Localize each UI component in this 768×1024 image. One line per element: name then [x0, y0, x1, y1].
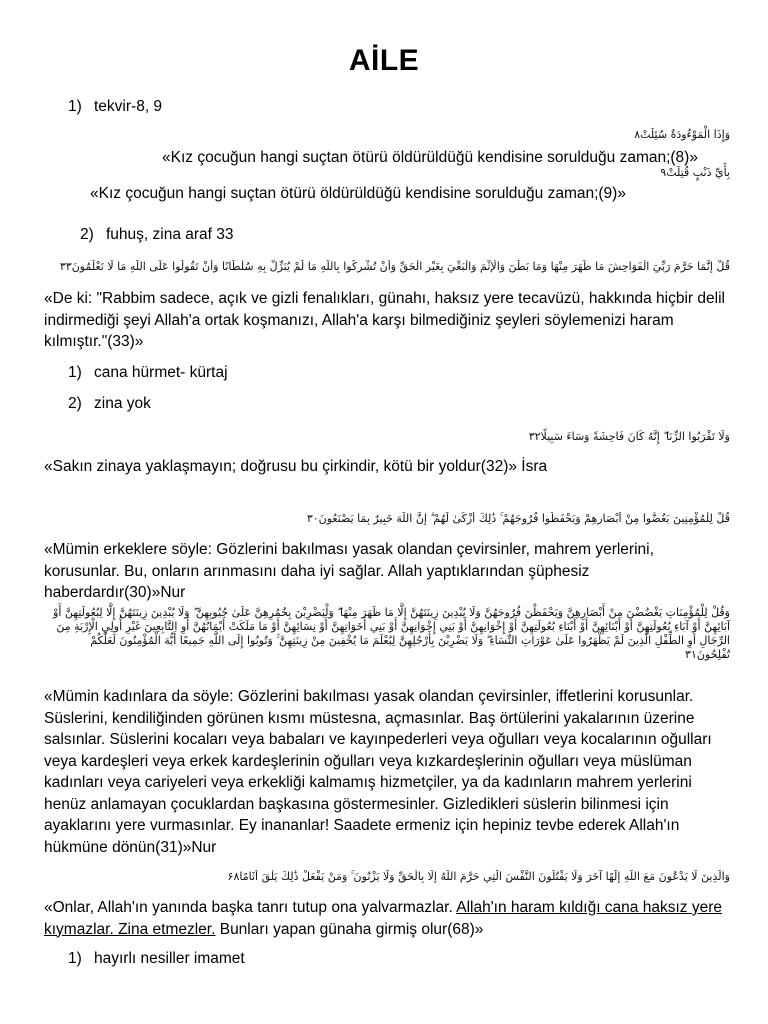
translation-paragraph: «Sakın zinaya yaklaşmayın; doğrusu bu çirkindir, kötü bir yoldur(32)» İsra: [44, 458, 548, 475]
translation-text: «Onlar, Allah'ın yanında başka tanrı tutup ona yalvarmazlar.: [44, 899, 457, 916]
list-text: cana hürmet- kürtaj: [94, 364, 228, 381]
list-text: hayırlı nesiller imamet: [94, 950, 245, 967]
list-number: 2): [68, 395, 82, 412]
list-number: 1): [68, 364, 82, 381]
list-item: [80, 226, 234, 244]
arabic-verse: وَالَّذِينَ لَا يَدْعُونَ مَعَ اللَّهِ إِلَٰهًا آخَرَ وَلَا يَقْتُلُونَ النَّفْسَ الَّتِي حَرَّمَ اللَّهُ إِلَّا بِالْحَقِّ وَلَا يَزْنُونَ ۚ وَمَنْ يَفْعَلْ ذَٰلِكَ يَلْقَ أَثَامًا۶۸: [227, 870, 730, 883]
underlined-text: Allah'ın haram kıldığı cana haksız yere kıymazlar. Zina etmezler.: [44, 899, 722, 938]
arabic-verse: وَقُلْ لِلْمُؤْمِنَاتِ يَغْضُضْنَ مِنْ أَبْصَارِهِنَّ وَيَحْفَظْنَ فُرُوجَهُنَّ وَلَا يُبْدِينَ زِينَتَهُنَّ إِلَّا مَا ظَهَرَ مِنْهَا ۖ وَلْيَضْرِبْنَ بِخُمُرِهِنَّ عَلَىٰ جُيُوبِهِنَّ ۖ وَلَا يُبْدِينَ زِينَتَهُنَّ إِلَّا لِبُعُولَتِهِنَّ أَوْ آبَائِهِنَّ أَوْ آبَاءِ بُعُولَتِهِنَّ أَوْ أَبْنَائِهِنَّ أَوْ أَبْنَاءِ بُعُولَتِهِنَّ أَوْ إِخْوَانِهِنَّ أَوْ بَنِي إِخْوَانِهِنَّ أَوْ بَنِي أَخَوَاتِهِنَّ أَوْ نِسَائِهِنَّ أَوْ مَا مَلَكَتْ أَيْمَانُهُنَّ أَوِ التَّابِعِينَ غَيْرِ أُولِي الْإِرْبَةِ مِنَ الرِّجَالِ أَوِ الطِّفْلِ الَّذِينَ لَمْ يَظْهَرُوا عَلَىٰ عَوْرَاتِ النِّسَاءِ ۖ وَلَا يَضْرِبْنَ بِأَرْجُلِهِنَّ لِيُعْلَمَ مَا يُخْفِينَ مِنْ زِينَتِهِنَّ ۚ وَتُوبُوا إِلَى اللَّهِ جَمِيعًا أَيُّهَ الْمُؤْمِنُونَ لَعَلَّكُمْ تُفْلِحُونَ۳۱: [53, 606, 730, 661]
translation-paragraph: «Mümin kadınlara da söyle: Gözlerini bakılması yasak olandan çevirsinler, iffetlerini korusunlar. Süslerini, kendiliğinden görünen kısmı müstesna, açmasınlar. Baş örtülerini yakalarının üzerine salsınlar. Süslerini kocaları veya babaları ve kayınpederleri veya oğulları veya kocalarının oğulları veya kardeşleri veya erkek kardeşlerinin oğulları veya kızkardeşlerinin oğulları veya müslüman kadınları veya cariyeleri veya erkekliği kalmamış hizmetçiler, ya da kadınların mahrem yerlerini henüz anlamayan çocuklardan başkasına göstermesinler. Gizledikleri süslerin bilinmesi için ayaklarını yere vurmasınlar. Ey inananlar! Saadete ermeniz için hepiniz tevbe ederek Allah'ın hükmüne dönün(31)»Nur: [44, 688, 712, 856]
list-number: 2): [80, 226, 94, 243]
translation-paragraph: «Kız çocuğun hangi suçtan ötürü öldürüldüğü kendisine sorulduğu zaman;(8)»: [162, 149, 698, 166]
list-item: [68, 395, 151, 413]
arabic-verse: بِأَيِّ ذَنْبٍ قُتِلَتْ۹: [660, 166, 730, 179]
list-number: 1): [68, 98, 82, 115]
list-item: [68, 950, 245, 968]
arabic-verse: قُلْ إِنَّمَا حَرَّمَ رَبِّيَ الْفَوَاحِشَ مَا ظَهَرَ مِنْهَا وَمَا بَطَنَ وَالْإِثْمَ وَالْبَغْيَ بِغَيْرِ الْحَقِّ وَأَنْ تُشْرِكُوا بِاللَّهِ مَا لَمْ يُنَزِّلْ بِهِ سُلْطَانًا وَأَنْ تَقُولُوا عَلَى اللَّهِ مَا لَا تَعْلَمُونَ۳۳: [59, 260, 730, 273]
list-number: 1): [68, 950, 82, 967]
list-item: [68, 364, 228, 382]
translation-paragraph: «Kız çocuğun hangi suçtan ötürü öldürüldüğü kendisine sorulduğu zaman;(9)»: [90, 185, 626, 202]
page-title: AİLE: [348, 44, 420, 77]
translation-text: Bunları yapan günaha girmiş olur(68)»: [215, 920, 484, 938]
list-text: fuhuş, zina araf 33: [106, 226, 234, 243]
list-text: tekvir-8, 9: [94, 98, 163, 115]
arabic-verse: وَلَا تَقْرَبُوا الزِّنَا ۖ إِنَّهُ كَانَ فَاحِشَةً وَسَاءَ سَبِيلًا۳۲: [528, 430, 730, 443]
translation-paragraph: «Mümin erkeklere söyle: Gözlerini bakılması yasak olandan çevirsinler, mahrem yerlerini, korusunlar. Bu, onların arınmasını daha iyi sağlar. Allah yaptıklarından şüphesiz haberdardır(30)»Nur: [44, 541, 654, 601]
translation-paragraph: [44, 897, 734, 940]
list-item: [68, 98, 162, 116]
translation-paragraph: «De ki: "Rabbim sadece, açık ve gizli fenalıkları, günahı, haksız yere tecavüzü, hakkında hiçbir delil indirmediği şeyi Allah'a ortak koşmanızı, Allah'a karşı bilmediğiniz şeyleri söylemenizi haram kılmıştır."(33)»: [44, 290, 725, 350]
arabic-verse: قُلْ لِلْمُؤْمِنِينَ يَغُضُّوا مِنْ أَبْصَارِهِمْ وَيَحْفَظُوا فُرُوجَهُمْ ۚ ذَٰلِكَ أَزْكَىٰ لَهُمْ ۗ إِنَّ اللَّهَ خَبِيرٌ بِمَا يَصْنَعُونَ۳۰: [306, 512, 730, 525]
list-text: zina yok: [94, 395, 151, 412]
arabic-verse: وَإِذَا الْمَوْءُودَةُ سُئِلَتْ۸: [634, 128, 730, 141]
